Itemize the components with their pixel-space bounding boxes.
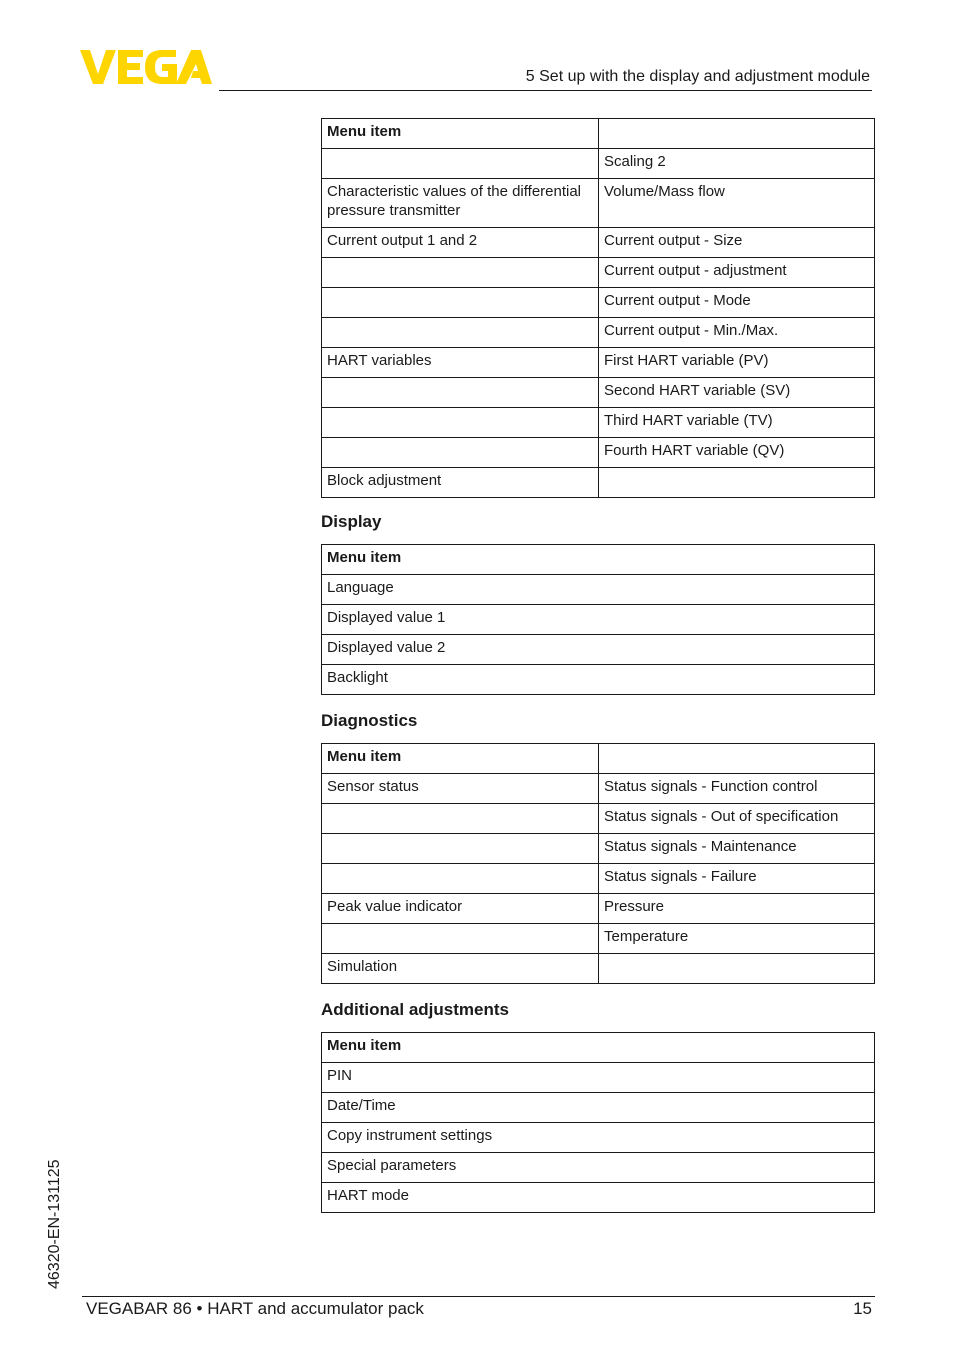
table-row — [322, 774, 875, 804]
additional-adjustments-menu-table — [321, 1032, 875, 1213]
table-row — [322, 1093, 875, 1123]
table-cell: First HART variable (PV) — [599, 348, 875, 378]
header-cell: Menu item — [322, 1033, 875, 1063]
setup-menu-table — [321, 118, 875, 498]
table-cell: Current output - Min./Max. — [599, 318, 875, 348]
header-cell: Menu item — [322, 744, 599, 774]
table-row — [322, 635, 875, 665]
table-cell: Backlight — [322, 665, 875, 695]
table-row — [322, 179, 875, 228]
table-row — [322, 408, 875, 438]
table-cell — [322, 438, 599, 468]
table-cell: Pressure — [599, 894, 875, 924]
table-cell: Special parameters — [322, 1153, 875, 1183]
table-cell — [322, 149, 599, 179]
footer-product-title: VEGABAR 86 • HART and accumulator pack — [86, 1299, 424, 1318]
table-cell: Volume/Mass flow — [599, 179, 875, 228]
table-row — [322, 348, 875, 378]
table-row — [322, 149, 875, 179]
header-cell — [599, 119, 875, 149]
table-row — [322, 228, 875, 258]
table-cell: Displayed value 2 — [322, 635, 875, 665]
table-header-row — [322, 744, 875, 774]
table-row — [322, 834, 875, 864]
table-row — [322, 954, 875, 984]
table-row — [322, 438, 875, 468]
table-cell: Block adjustment — [322, 468, 599, 498]
header-title: 5 Set up with the display and adjustment module — [525, 68, 870, 85]
table-cell: Temperature — [599, 924, 875, 954]
table-cell: Language — [322, 575, 875, 605]
table-cell — [322, 318, 599, 348]
table-row — [322, 804, 875, 834]
table-cell — [322, 864, 599, 894]
table-cell: Characteristic values of the differential pressure transmitter — [322, 179, 599, 228]
table-row — [322, 318, 875, 348]
page-number: 15 — [853, 1299, 872, 1318]
table-cell: Third HART variable (TV) — [599, 408, 875, 438]
document-code: 46320-EN-131125 — [46, 1159, 63, 1289]
additional-adjustments-heading: Additional adjustments — [321, 1000, 509, 1019]
table-row — [322, 1183, 875, 1213]
table-cell — [322, 288, 599, 318]
table-header-row — [322, 1033, 875, 1063]
table-cell: Date/Time — [322, 1093, 875, 1123]
table-cell — [322, 258, 599, 288]
diagnostics-heading: Diagnostics — [321, 711, 418, 730]
display-heading: Display — [321, 512, 382, 531]
table-row — [322, 924, 875, 954]
table-cell: Displayed value 1 — [322, 605, 875, 635]
table-cell: HART mode — [322, 1183, 875, 1213]
table-header-row — [322, 119, 875, 149]
table-cell: Status signals - Failure — [599, 864, 875, 894]
table-cell: Scaling 2 — [599, 149, 875, 179]
table-cell: Status signals - Maintenance — [599, 834, 875, 864]
table-row — [322, 665, 875, 695]
table-row — [322, 605, 875, 635]
table-cell: PIN — [322, 1063, 875, 1093]
table-cell: Current output 1 and 2 — [322, 228, 599, 258]
header-divider — [219, 90, 872, 91]
diagnostics-menu-table — [321, 743, 875, 984]
table-cell: Fourth HART variable (QV) — [599, 438, 875, 468]
vega-logo — [80, 50, 212, 84]
table-row — [322, 378, 875, 408]
footer-divider — [82, 1296, 875, 1297]
table-cell: Sensor status — [322, 774, 599, 804]
table-row — [322, 894, 875, 924]
table-cell: Status signals - Out of specification — [599, 804, 875, 834]
table-cell: Current output - adjustment — [599, 258, 875, 288]
table-row — [322, 1063, 875, 1093]
table-cell: Copy instrument settings — [322, 1123, 875, 1153]
table-cell: Status signals - Function control — [599, 774, 875, 804]
table-cell: HART variables — [322, 348, 599, 378]
table-cell — [322, 834, 599, 864]
table-header-row — [322, 545, 875, 575]
display-menu-table — [321, 544, 875, 695]
table-cell — [322, 804, 599, 834]
header-cell — [599, 744, 875, 774]
table-row — [322, 864, 875, 894]
table-cell — [322, 408, 599, 438]
table-row — [322, 468, 875, 498]
table-row — [322, 1123, 875, 1153]
table-cell — [322, 378, 599, 408]
header-cell: Menu item — [322, 545, 875, 575]
table-row — [322, 288, 875, 318]
header-cell: Menu item — [322, 119, 599, 149]
table-row — [322, 258, 875, 288]
table-cell: Current output - Size — [599, 228, 875, 258]
table-cell — [599, 954, 875, 984]
table-cell: Second HART variable (SV) — [599, 378, 875, 408]
table-cell: Simulation — [322, 954, 599, 984]
table-cell — [322, 924, 599, 954]
table-row — [322, 1153, 875, 1183]
table-row — [322, 575, 875, 605]
table-cell: Peak value indicator — [322, 894, 599, 924]
table-cell — [599, 468, 875, 498]
table-cell: Current output - Mode — [599, 288, 875, 318]
